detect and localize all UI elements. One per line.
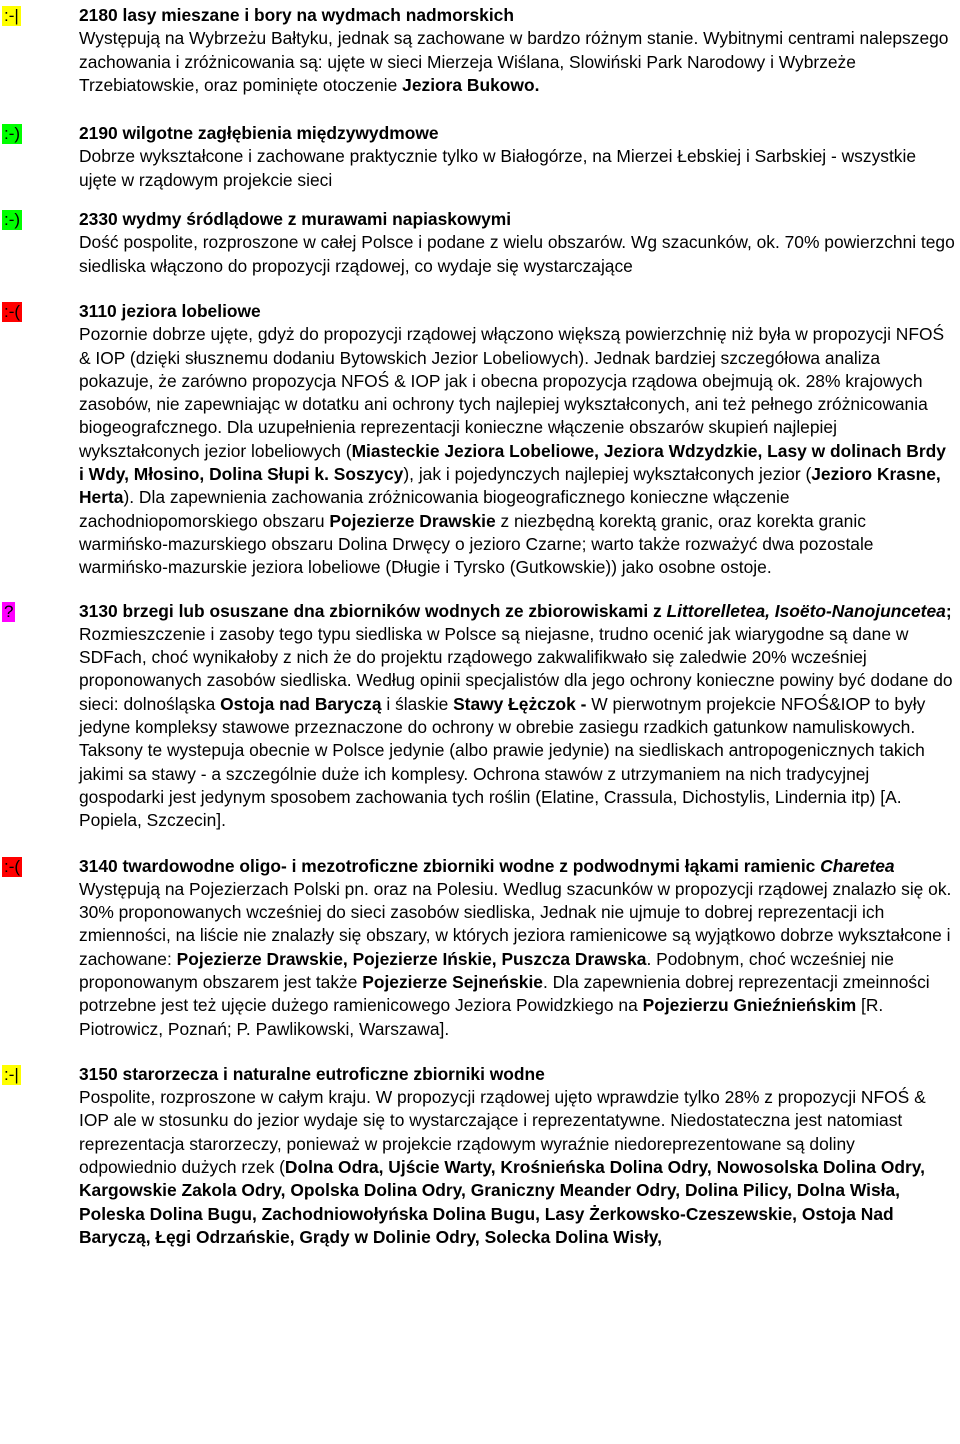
- text-run: Rozmieszczenie i zasoby tego typu siedliska w Polsce są niejasne, trudno ocenić jak wiarygodne są dane w SDFach, choć wynikałoby z nich że do projektu rządowego zakwalifikwało się zaledwie 20% wcześniej proponowanych zasobów siedliska. Według opinii specjalistów dla jego ochrony konieczne powiny być dodane do sieci: dolnośląska: [79, 623, 953, 714]
- bold-run: Pojezierzu Gnieźnieńskim: [642, 995, 857, 1016]
- text-run: 3150 starorzecza i naturalne eutroficzne zbiorniki wodne: [79, 1063, 545, 1084]
- section-body: [79, 878, 955, 1041]
- text-run: [R. Piotrowicz, Poznań; P. Pawlikowski, Warszawa].: [79, 995, 884, 1039]
- text-run: ), jak i pojedynczych najlepiej wykształconych jezior (: [403, 464, 812, 485]
- section-title: [79, 1063, 955, 1086]
- status-badge: :-|: [4, 6, 19, 25]
- section-title: [79, 600, 955, 623]
- text-run: Pozornie dobrze ujęte, gdyż do propozycji rządowej włączono większą powierzchnię niż była w propozycji NFOŚ & IOP (dzięki słusznemu dodaniu Bytowskich Jezior Lobeliowych). Jednak bardziej szczegółowa analiza pokazuje, że zarówno propozycja NFOŚ & IOP jak i obecna propozycja rządowa obejmują ok. 28% krajowych zasobów, nie zapewniając w dotatku ani ochrony tych najlepiej wykształconych, ani też pełnego zróżnicowania biogeografcznego. Dla uzupełnienia reprezentacji konieczne włączenie obszarów skupień najlepiej wykształconych jezior lobeliowych (: [79, 324, 945, 461]
- section-content: [79, 4, 955, 97]
- bold-run: Ostoja nad Baryczą: [220, 693, 382, 714]
- section-body: [79, 1086, 955, 1249]
- status-badge: :-): [4, 210, 21, 230]
- text-run: Dość pospolite, rozproszone w całej Polsce i podane z wielu obszarów. Wg szacunków, ok. 70% powierzchni tego siedliska włączono do propozycji rządowej, co wydaje się wystarczające: [79, 232, 955, 276]
- text-run: ). Dla zapewnienia zachowania zróżnicowania biogeograficznego konieczne włączenie zachodniopomorskiego obszaru: [79, 487, 790, 531]
- text-run: Występują na Pojezierzach Polski pn. oraz na Polesiu. Wedlug szacunków w propozycji rządowej znalazło się ok. 30% proponowanych wcześniej do sieci zasobów siedliska, Jednak nie ujmuje to dobrej reprezentacji ich zmienności, na liście nie znalazły się obszary, w których jeziora ramienicowe są wyjątkowo dobrze wykształcone i zachowane:: [79, 878, 952, 969]
- section-body: [79, 145, 955, 192]
- bold-run: Pojezierze Sejneńskie: [362, 971, 543, 992]
- text-run: 2330 wydmy śródlądowe z murawami napiaskowymi: [79, 209, 512, 230]
- habitat-section: [0, 300, 960, 580]
- text-run: Występują na Wybrzeżu Bałtyku, jednak są zachowane w bardzo różnym stanie. Wybitnymi centrami nalepszego zachowania i zróżnicowania są: ujęte w sieci Mierzeja Wiślana, Slowiński Park Narodowy i Wybrzeże Trzebiatowskie, oraz pominięte otoczenie: [79, 28, 949, 95]
- section-content: [79, 855, 955, 1041]
- italic-run: Charetea: [820, 855, 895, 876]
- bold-run: Miasteckie Jeziora Lobeliowe, Jeziora Wdzydzkie, Lasy w dolinach Brdy i Wdy, Młosino, Dolina Słupi k. Soszycy: [79, 440, 946, 485]
- status-badge: :-): [4, 124, 21, 144]
- text-run: W pierwotnym projekcie NFOŚ&IOP to były jedyne kompleksy stawowe przeznaczone do ochrony w obrebie zasiegu rzadkich gatunkow namuliskowych. Taksony te wystepuja obecnie w Polsce jedynie (albo prawie jedynie) na siedliskach antropogenicznych takich jakimi sa stawy - a szczególnie duże ich komplesy. Ochrona stawów z utrzymaniem na nich tradycyjnej gospodarki jest jedynym sposobem zachowania tych roślin (Elatine, Crassula, Dichostylis, Lindernia itp) [A. Popiela, Szczecin].: [79, 693, 926, 831]
- bold-run: Dolna Odra, Ujście Warty, Krośnieńska Dolina Odry, Nowosolska Dolina Odry, Kargowskie Zakola Odry, Opolska Dolina Odry, Graniczny Meander Odry, Dolina Pilicy, Dolna Wisła, Poleska Dolina Bugu, Zachodniowołyńska Dolina Bugu, Lasy Żerkowsko-Czeszewskie, Ostoja Nad Baryczą, Łęgi Odrzańskie, Grądy w Dolinie Odry, Solecka Dolina Wisły,: [79, 1157, 925, 1247]
- status-badge: :-(: [4, 301, 21, 321]
- section-title: [79, 122, 955, 145]
- habitat-section: [0, 855, 960, 1041]
- section-content: [79, 1063, 955, 1249]
- section-title: [79, 300, 955, 323]
- bold-run: Stawy Łężczok -: [453, 693, 587, 714]
- text-run: 3110 jeziora lobeliowe: [79, 300, 261, 321]
- text-run: ;: [945, 600, 952, 621]
- section-content: [79, 122, 955, 192]
- habitat-section: [0, 1063, 960, 1249]
- habitat-section: [0, 600, 960, 833]
- text-run: z niezbędną korektą granic, oraz korekta granic warmińsko-mazurskiego obszaru Dolina Drwęcy o jezioro Czarne; warto także rozważyć dwa pozostale warmińsko-mazurskie jeziora lobeliowe (Długie i Tyrsko (Gutkowskie)) jako osobne ostoje.: [79, 510, 874, 578]
- section-title: [79, 208, 955, 231]
- status-badge: :-|: [4, 1064, 19, 1084]
- bold-run: Jezioro Krasne, Herta: [79, 464, 941, 508]
- document-page: [0, 4, 960, 1249]
- status-badge: :-(: [4, 856, 21, 876]
- habitat-section: [0, 208, 960, 278]
- text-run: . Dla zapewnienia dobrej reprezentacji zmeinności potrzebne jest też ujęcie dużego ramienicowego Jeziora Powidzkiego na: [79, 971, 930, 1016]
- text-run: 3140 twardowodne oligo- i mezotroficzne zbiorniki wodne z podwodnymi łąkami ramienic: [79, 855, 821, 876]
- text-run: 3130 brzegi lub osuszane dna zbiorników wodnych ze zbiorowiskami z: [79, 600, 667, 621]
- text-run: . Podobnym, choć wcześniej nie proponowanym obszarem jest także: [79, 948, 894, 992]
- bold-run: Pojezierze Drawskie: [329, 510, 496, 531]
- text-run: Dobrze wykształcone i zachowane praktycznie tylko w Białogórze, na Mierzei Łebskiej i Sarbskiej - wszystkie ujęte w rządowym projekcie sieci: [79, 146, 917, 190]
- section-title: [79, 855, 955, 878]
- section-body: [79, 27, 955, 97]
- section-content: [79, 600, 955, 833]
- bold-run: Pojezierze Drawskie, Pojezierze Ińskie, Puszcza Drawska: [176, 948, 647, 969]
- section-body: [79, 623, 955, 833]
- section-body: [79, 323, 955, 579]
- habitat-section: [0, 4, 960, 97]
- habitat-section: [0, 122, 960, 192]
- section-content: [79, 300, 955, 580]
- status-badge: ?: [4, 601, 14, 621]
- text-run: i ślaskie: [381, 693, 454, 714]
- italic-run: Littorelletea, Isoëto-Nanojuncetea: [666, 600, 946, 621]
- section-content: [79, 208, 955, 278]
- text-run: Pospolite, rozproszone w całym kraju. W propozycji rządowej ujęto wprawdzie tylko 28% z propozycji NFOŚ & IOP ale w stosunku do jezior wydaje się to wystarczające i reprezentatywne. Niedostateczna jest natomiast reprezentacja starorzeczy, ponieważ w projekcie rządowym wyraźnie niedoreprezentowane są doliny odpowiednio dużych rzek (: [79, 1087, 926, 1178]
- section-body: [79, 231, 955, 278]
- text-run: 2180 lasy mieszane i bory na wydmach nadmorskich: [79, 5, 514, 25]
- bold-run: Jeziora Bukowo.: [402, 74, 540, 95]
- text-run: 2190 wilgotne zagłębienia międzywydmowe: [79, 123, 439, 144]
- habitat-list: [0, 4, 960, 1249]
- section-title: [79, 4, 955, 27]
